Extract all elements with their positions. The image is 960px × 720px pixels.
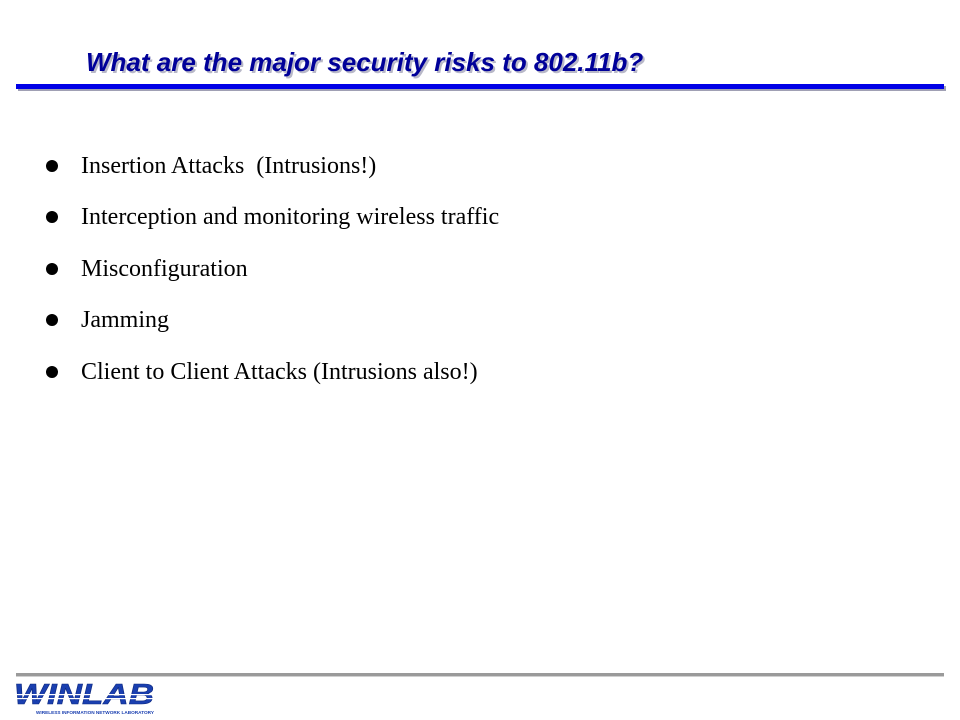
bullet-dot-icon bbox=[46, 160, 58, 172]
bullet-text: Interception and monitoring wireless traffic bbox=[81, 204, 500, 231]
bullet-dot-icon bbox=[46, 366, 58, 378]
bullet-item bbox=[46, 243, 499, 295]
bullet-item bbox=[46, 192, 499, 244]
title-underline bbox=[16, 84, 944, 89]
bullet-item bbox=[46, 346, 499, 398]
bullet-item bbox=[46, 295, 499, 347]
bullet-dot-icon bbox=[46, 263, 58, 275]
bullet-text: Client to Client Attacks (Intrusions also!) bbox=[81, 358, 478, 385]
slide-title: What are the major security risks to 802.11b? bbox=[86, 47, 644, 77]
bullet-text: Jamming bbox=[81, 307, 169, 334]
bullet-list bbox=[46, 140, 499, 398]
bullet-dot-icon bbox=[46, 314, 58, 326]
footer-divider bbox=[16, 673, 944, 676]
bullet-dot-icon bbox=[46, 211, 58, 223]
logo-subtitle: WIRELESS INFORMATION NETWORK LABORATORY bbox=[36, 710, 154, 715]
bullet-text: Misconfiguration bbox=[81, 255, 248, 282]
winlab-logo bbox=[12, 678, 158, 716]
bullet-text: Insertion Attacks (Intrusions!) bbox=[81, 152, 377, 179]
bullet-item bbox=[46, 140, 499, 192]
